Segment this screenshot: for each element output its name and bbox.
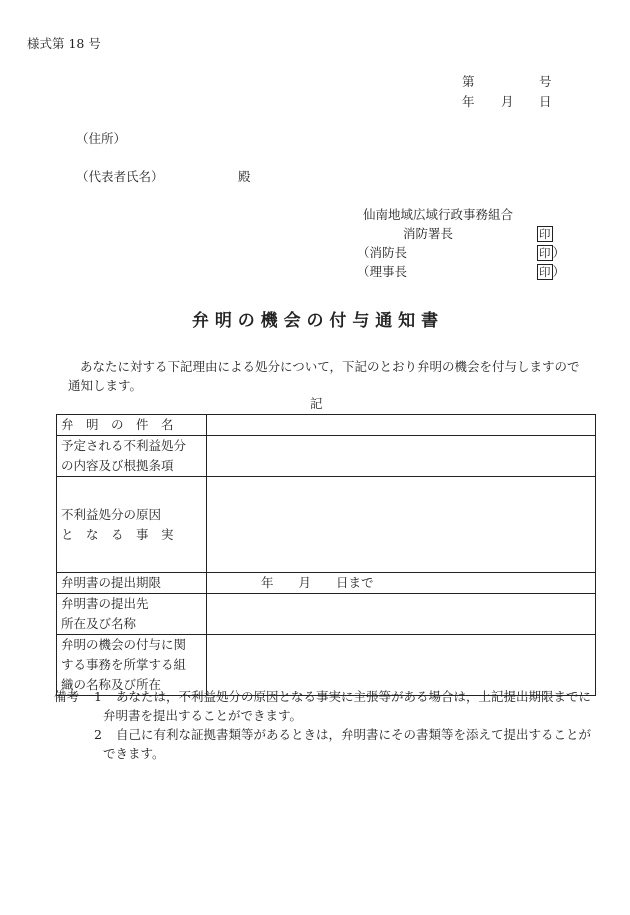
note-text-line2: できます。: [103, 746, 165, 761]
label-line: 織の名称及び所在: [61, 677, 162, 692]
table-row: [57, 477, 596, 573]
date-year: 年: [462, 94, 475, 109]
label-line: 弁 明 の 件 名: [61, 417, 174, 432]
label-line: 予定される不利益処分: [61, 438, 187, 453]
seal-mark: 印: [539, 246, 551, 260]
recipient-name-label: （代表者氏名）: [76, 169, 164, 184]
closing-paren: ）: [552, 245, 566, 260]
body-text-line1: あなたに対する下記理由による処分について，下記のとおり弁明の機会を付与しますので: [80, 359, 580, 374]
form-number: 様式第 18 号: [27, 36, 101, 51]
row-value: [207, 635, 596, 696]
issuer-seal-chief: [537, 226, 553, 242]
note-text-line1: 自己に有利な証拠書類等があるときは，弁明書にその書類等を添えて提出することが: [116, 727, 592, 742]
note-text-line2: 弁明書を提出することができます。: [103, 708, 303, 723]
row-value: [207, 415, 596, 436]
row-label: [57, 594, 207, 635]
note-number: 2: [94, 727, 102, 742]
seal-mark: 印: [539, 265, 551, 279]
issuer-title-fire-chief: （消防長: [357, 245, 408, 260]
note-number: 1: [94, 689, 102, 704]
doc-number-suffix: 号: [539, 74, 552, 89]
ki-label: 記: [310, 396, 323, 411]
date-day: 日: [539, 94, 552, 109]
label-line: の内容及び根拠条項: [61, 458, 174, 473]
doc-number-prefix: 第: [462, 74, 475, 89]
note-text-line1: あなたは，不利益処分の原因となる事実に主張等がある場合は，上記提出期限までに: [116, 689, 592, 704]
row-label: [57, 415, 207, 436]
label-line: 弁明書の提出期限: [61, 575, 162, 590]
label-line: 弁明の機会の付与に関: [61, 637, 187, 652]
table-row: [57, 436, 596, 477]
row-value: [207, 477, 596, 573]
issuer-title-director: （理事長: [357, 264, 408, 279]
document-title: 弁 明 の 機 会 の 付 与 通 知 書: [191, 311, 439, 331]
date-month: 月: [501, 94, 514, 109]
row-value: 年 月 日まで: [207, 573, 596, 594]
table-row: [57, 635, 596, 696]
table-row: [57, 573, 596, 594]
form-table: [56, 414, 596, 696]
issuer-org: 仙南地域広域行政事務組合: [363, 207, 514, 222]
recipient-honorific: 殿: [238, 169, 251, 184]
row-value: [207, 436, 596, 477]
seal-mark: 印: [539, 227, 551, 241]
row-label: [57, 436, 207, 477]
closing-paren: ）: [552, 264, 566, 279]
issuer-seal-director: [537, 264, 565, 280]
recipient-address-label: （住所）: [76, 131, 127, 146]
body-text-line2: 通知します。: [68, 378, 143, 393]
label-line: する事務を所掌する組: [61, 657, 187, 672]
issuer-seal-fire-chief: [537, 245, 565, 261]
notes-label: 備考: [54, 689, 80, 704]
label-line: 所在及び名称: [61, 616, 137, 631]
label-line: 弁明書の提出先: [61, 596, 149, 611]
label-line: と な る 事 実: [61, 526, 174, 542]
row-label: [57, 635, 207, 696]
table-row: [57, 594, 596, 635]
row-label: [57, 573, 207, 594]
label-line: 不利益処分の原因: [61, 506, 162, 522]
row-value: [207, 594, 596, 635]
issuer-title-chief: 消防署長: [403, 226, 454, 241]
row-label: [57, 477, 207, 573]
table-row: [57, 415, 596, 436]
